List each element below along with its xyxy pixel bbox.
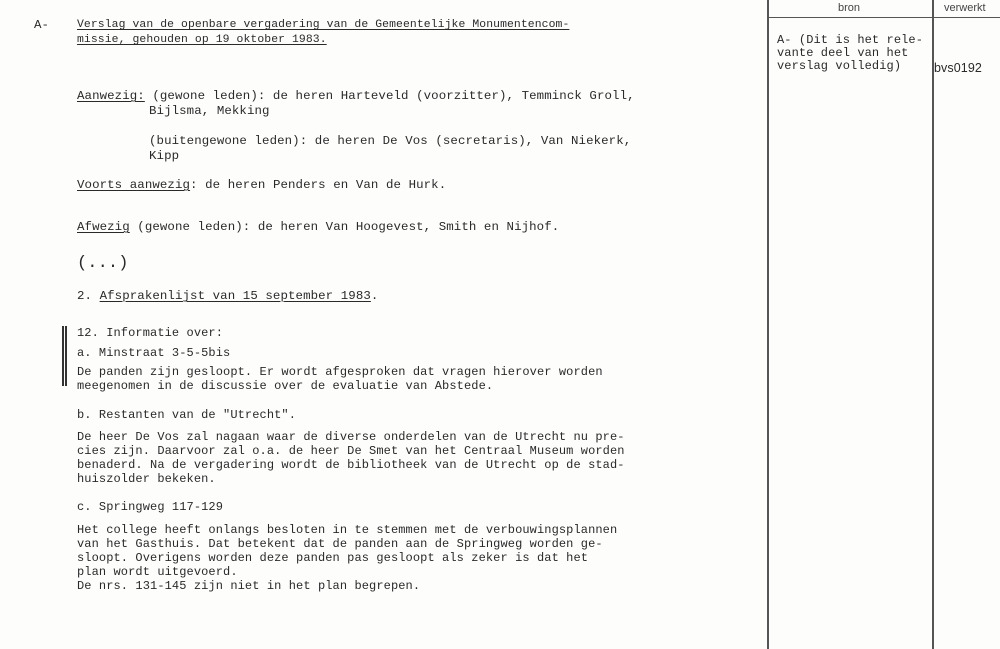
voorts-aanwezig — [77, 178, 446, 192]
section-marker: A- — [34, 18, 50, 32]
voorts-label: Voorts aanwezig — [77, 178, 191, 192]
column-divider-right — [932, 0, 934, 649]
aanwezig-label: Aanwezig: — [77, 89, 145, 103]
aanwezig-line2: Bijlsma, Mekking — [149, 104, 270, 118]
a-line1: De panden zijn gesloopt. Er wordt afgesproken dat vragen hierover worden — [77, 365, 603, 379]
item2 — [77, 289, 378, 303]
bron-note-line3: verslag volledig) — [777, 59, 902, 73]
margin-bar-outer — [62, 326, 64, 386]
bron-note-line1: A- (Dit is het rele- — [777, 33, 924, 47]
c-line1: Het college heeft onlangs besloten in te stemmen met de verbouwingsplannen — [77, 523, 618, 537]
c-line4: plan wordt uitgevoerd. — [77, 565, 238, 579]
document-title-line2-text: missie, gehouden op 19 oktober 1983. — [77, 34, 327, 46]
item2-number: 2. — [77, 289, 100, 303]
buitengewone-line2: Kipp — [149, 149, 180, 163]
item12-heading: 12. Informatie over: — [77, 326, 224, 340]
item2-end: . — [370, 289, 379, 303]
document-title-line1: Verslag van de openbare vergadering van de Gemeentelijke Monumentencom- — [77, 19, 570, 31]
a-line2: meegenomen in de discussie over de evaluatie van Abstede. — [77, 379, 494, 393]
document-title-line2 — [77, 33, 327, 47]
b-line4: huiszolder bekeken. — [77, 472, 216, 486]
bron-note-line2: vante deel van het — [777, 46, 909, 60]
ellipsis: (...) — [77, 254, 129, 273]
aanwezig-text: (gewone leden): de heren Harteveld (voorzitter), Temminck Groll, — [144, 89, 635, 103]
column-divider-left — [767, 0, 769, 649]
voorts-text: : de heren Penders en Van de Hurk. — [190, 178, 447, 192]
header-bron: bron — [838, 2, 861, 14]
afwezig — [77, 220, 559, 234]
item2-label: Afsprakenlijst van 15 september 1983 — [99, 289, 371, 303]
c-heading: c. Springweg 117-129 — [77, 500, 224, 514]
header-rule — [767, 17, 1000, 18]
buitengewone-line1: (buitengewone leden): de heren De Vos (secretaris), Van Niekerk, — [149, 134, 632, 148]
margin-bar-inner — [65, 326, 67, 386]
b-line2: cies zijn. Daarvoor zal o.a. de heer De Smet van het Centraal Museum worden — [77, 444, 625, 458]
c-line3: sloopt. Overigens worden deze panden pas gesloopt als zeker is dat het — [77, 551, 589, 565]
header-verwerkt: verwerkt — [944, 2, 986, 14]
a-heading: a. Minstraat 3-5-5bis — [77, 346, 231, 360]
c-line5: De nrs. 131-145 zijn niet in het plan begrepen. — [77, 579, 421, 593]
b-heading: b. Restanten van de "Utrecht". — [77, 408, 297, 422]
afwezig-label: Afwezig — [77, 220, 130, 234]
b-line3: benaderd. Na de vergadering wordt de bibliotheek van de Utrecht op de stad- — [77, 458, 625, 472]
verwerkt-code: bvs0192 — [934, 61, 982, 75]
c-line2: van het Gasthuis. Dat betekent dat de panden aan de Springweg worden ge- — [77, 537, 603, 551]
afwezig-text: (gewone leden): de heren Van Hoogevest, Smith en Nijhof. — [129, 220, 560, 234]
b-line1: De heer De Vos zal nagaan waar de diverse onderdelen van de Utrecht nu pre- — [77, 430, 625, 444]
aanwezig-line1 — [77, 89, 635, 103]
